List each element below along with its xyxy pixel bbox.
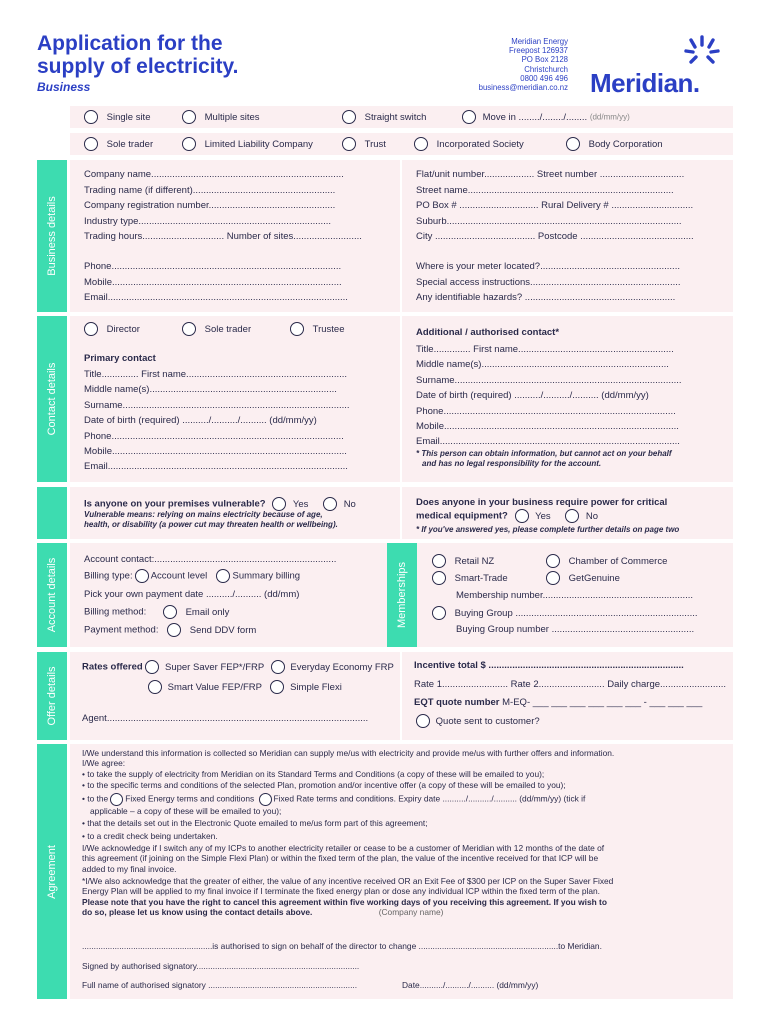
- agreement-paragraph: [82, 748, 614, 917]
- eqt-number-field[interactable]: M-EQ- ___ ___ ___ ___ ___ ___ - ___ ___ ___: [502, 697, 703, 708]
- rates-offered-label: Rates offered: [82, 661, 143, 673]
- memberships-label: Memberships: [396, 561, 408, 629]
- note-line: and has no legal responsibility for the account.: [422, 459, 602, 468]
- cancellation-notice: Please note that you have the right to cancel this agreement within five working days of you receiving this agreement. If you wish to: [82, 896, 607, 907]
- retail-nz-label: Retail NZ: [454, 555, 495, 567]
- agreement-section: [70, 744, 733, 999]
- address-line: PO Box 2128: [521, 55, 568, 65]
- llc-radio[interactable]: [182, 137, 196, 151]
- meter-location-field[interactable]: Where is your meter located?.....................................................: [416, 261, 680, 272]
- getgenuine-label: GetGenuine: [568, 572, 620, 584]
- offer-details-section: [70, 652, 733, 740]
- medical-yes-label: Yes: [535, 510, 551, 522]
- phone-field[interactable]: Phone.......................................................................................: [84, 261, 342, 272]
- business-left-fields: [84, 167, 362, 245]
- signature-date-field[interactable]: Date........../........../.......... (dd/mm/yy): [402, 980, 539, 990]
- sole-trader-label: Sole trader: [106, 138, 154, 150]
- agreement-bullet: • to a credit check being undertaken.: [82, 830, 218, 841]
- agreement-label: Agreement: [46, 844, 58, 899]
- smart-trade-radio[interactable]: [432, 571, 446, 585]
- city-field[interactable]: City ...................................... Postcode ...........................................: [416, 231, 694, 243]
- buying-group-field[interactable]: Buying Group .....................................................................: [454, 607, 698, 619]
- suburb-field[interactable]: Suburb.........................................................................................: [416, 215, 682, 227]
- director-radio[interactable]: [84, 322, 98, 336]
- primary-surname-field[interactable]: Surname......................................................................................: [84, 399, 350, 411]
- offer-details-tab: [37, 652, 67, 740]
- business-right-site-fields: [416, 259, 681, 306]
- agreement-text: I/We understand this information is collected so Meridian can supply me/us with electricity and provide me/us with further offers and information.: [82, 748, 615, 758]
- getgenuine-radio[interactable]: [546, 571, 560, 585]
- contact-sole-trader-label: Sole trader: [204, 323, 252, 335]
- address-line: 0800 496 496: [520, 73, 568, 83]
- rates-charges-field[interactable]: Rate 1......................... Rate 2......................... Daily charge.........................: [414, 679, 727, 690]
- trust-radio[interactable]: [342, 137, 356, 151]
- primary-dob-field[interactable]: Date of birth (required) ........../........../.......... (dd/mm/yy): [84, 415, 317, 427]
- page-title: [37, 32, 337, 78]
- eqt-label: EQT quote number: [414, 697, 500, 708]
- account-details-tab: [37, 543, 67, 647]
- medical-equipment-question: [416, 497, 667, 523]
- title-line-2: supply of electricity.: [37, 55, 239, 78]
- industry-type-field[interactable]: Industry type.........................................................................: [84, 215, 332, 227]
- additional-title-name-field[interactable]: Title.............. First name...........................................................: [416, 344, 674, 355]
- email-only-radio[interactable]: [163, 605, 177, 619]
- agreement-bullet: applicable – a copy of these will be emailed to you);: [90, 806, 282, 817]
- super-saver-label: Super Saver FEP*/FRP: [165, 661, 265, 673]
- payment-date-field[interactable]: Pick your own payment date ........../.......... (dd/mm): [84, 589, 300, 600]
- contact-sole-trader-radio[interactable]: [182, 322, 196, 336]
- additional-contact-fields: [416, 342, 682, 450]
- medical-yes-radio[interactable]: [515, 509, 529, 523]
- agreement-text: I/We acknowledge if I switch any of my ICPs to another electricity retailer or cease to be a customer of Meridian with 12 months of the date of: [82, 843, 605, 854]
- additional-email-field[interactable]: Email...........................................................................................: [416, 436, 680, 448]
- primary-middle-name-field[interactable]: Middle name(s).......................................................................: [84, 384, 337, 396]
- move-in-date-hint: (dd/mm/yy): [589, 112, 630, 122]
- mobile-field[interactable]: Mobile.......................................................................................: [84, 276, 342, 288]
- signatory-name-field[interactable]: Full name of authorised signatory ................................................................: [82, 980, 358, 990]
- primary-contact-heading: Primary contact: [84, 353, 156, 364]
- trading-hours-field[interactable]: Trading hours............................... Number of sites..........................: [84, 231, 362, 243]
- agreement-bullet: • to the specific terms and conditions of the selected Plan, promotion and/or incentive offer (a copy of these will be emailed to you);: [82, 779, 566, 790]
- account-level-label: Account level: [150, 570, 208, 582]
- body-corporation-label: Body Corporation: [588, 138, 663, 150]
- note-line: Vulnerable means: relying on mains electricity because of age,: [84, 510, 323, 519]
- smart-value-label: Smart Value FEP/FRP: [167, 681, 262, 693]
- agreement-bullet: • to the: [82, 793, 109, 804]
- fixed-rate-terms-label: Fixed Rate terms and conditions. Expiry date ........../........../.......... (dd/mm/yy) (tick if: [273, 793, 586, 804]
- primary-phone-field[interactable]: Phone........................................................................................: [84, 430, 344, 442]
- primary-email-field[interactable]: Email...........................................................................................: [84, 461, 348, 473]
- simple-flexi-label: Simple Flexi: [290, 681, 342, 693]
- move-in-label: Move in ......../......../........: [482, 111, 588, 123]
- question-line: medical equipment?: [416, 510, 508, 522]
- business-details-tab: [37, 160, 67, 312]
- contact-details-label: Contact details: [46, 362, 58, 436]
- contact-details-tab: [37, 316, 67, 482]
- agreement-text: added to my final invoice.: [82, 863, 177, 874]
- address-line: Meridian Energy: [511, 37, 568, 46]
- business-details-section: [70, 160, 733, 312]
- meridian-logo: [590, 34, 725, 96]
- vulnerable-no-label: No: [343, 498, 356, 510]
- incentive-total-field[interactable]: Incentive total $ ..........................................................................: [414, 660, 684, 671]
- note-line: health, or disability (a power cut may threaten health or wellbeing).: [84, 520, 338, 529]
- company-name-hint: (Company name): [378, 906, 444, 917]
- email-field[interactable]: Email...........................................................................................: [84, 292, 348, 304]
- agreement-text: Energy Plan will be applied to my final invoice if I terminate the fixed energy plan or dose any individual ICP within the fixed term of the plan.: [82, 886, 600, 897]
- membership-number-field[interactable]: Membership number.........................................................: [456, 590, 694, 601]
- primary-mobile-field[interactable]: Mobile.........................................................................................: [84, 446, 347, 458]
- smart-trade-label: Smart-Trade: [454, 572, 508, 584]
- trustee-label: Trustee: [312, 323, 345, 335]
- company-name-field[interactable]: Company name.........................................................................: [84, 169, 344, 180]
- buying-group-radio[interactable]: [432, 606, 446, 620]
- business-right-fields: [416, 167, 694, 245]
- account-level-radio[interactable]: [135, 569, 149, 583]
- primary-contact-fields: [84, 367, 350, 475]
- send-ddv-radio[interactable]: [167, 623, 181, 637]
- agreement-text: I/We agree:: [82, 758, 126, 769]
- company-registration-field[interactable]: Company registration number................................................: [84, 200, 336, 212]
- medical-no-radio[interactable]: [565, 509, 579, 523]
- llc-label: Limited Liability Company: [204, 138, 313, 150]
- business-details-label: Business details: [46, 196, 58, 276]
- payment-method-label: Payment method:: [84, 624, 159, 636]
- medical-no-label: No: [585, 510, 599, 522]
- sole-trader-radio[interactable]: [84, 137, 98, 151]
- incorporated-society-label: Incorporated Society: [436, 138, 524, 150]
- additional-contact-heading: Additional / authorised contact*: [416, 327, 560, 338]
- title-line-1: Application for the: [37, 32, 223, 55]
- chamber-of-commerce-label: Chamber of Commerce: [568, 555, 668, 567]
- logo-mark-icon: [682, 34, 722, 68]
- buying-group-number-field[interactable]: Buying Group number ......................................................: [456, 624, 695, 635]
- po-box-field[interactable]: PO Box # .............................. Rural Delivery # ...............................: [416, 200, 694, 212]
- additional-mobile-field[interactable]: Mobile.........................................................................................: [416, 421, 679, 433]
- signature-field[interactable]: Signed by authorised signatory......................................................................: [82, 961, 360, 971]
- agreement-text: *I/We also acknowledge that the greater of either, the value of any incentive received OR an Exit Fee of $300 per ICP on the Super Saver Fixed: [82, 875, 614, 886]
- super-saver-radio[interactable]: [145, 660, 159, 674]
- straight-switch-radio[interactable]: [342, 110, 356, 124]
- account-contact-field[interactable]: Account contact:.....................................................................: [84, 554, 337, 565]
- page-subtitle: Business: [37, 80, 91, 94]
- hazards-field[interactable]: Any identifiable hazards? .........................................................: [416, 292, 676, 304]
- additional-phone-field[interactable]: Phone........................................................................................: [416, 405, 676, 417]
- street-name-field[interactable]: Street name..............................................................................: [416, 184, 674, 196]
- additional-surname-field[interactable]: Surname......................................................................................: [416, 374, 682, 386]
- move-in-radio[interactable]: [462, 110, 476, 124]
- fixed-energy-terms-radio[interactable]: [110, 793, 123, 806]
- primary-title-name-field[interactable]: Title.............. First name.............................................................: [84, 369, 348, 380]
- incorporated-society-radio[interactable]: [414, 137, 428, 151]
- single-site-label: Single site: [106, 111, 151, 123]
- cancellation-notice: do so, please let us know using the contact details above.: [82, 906, 313, 917]
- address-line: business@meridian.co.nz: [478, 83, 568, 93]
- trading-name-field[interactable]: Trading name (if different)......................................................: [84, 184, 336, 196]
- vulnerable-note: [84, 510, 338, 530]
- additional-dob-field[interactable]: Date of birth (required) ........../........../.......... (dd/mm/yy): [416, 390, 649, 402]
- address-block: [440, 37, 568, 92]
- multiple-sites-radio[interactable]: [182, 110, 196, 124]
- entity-options-row: [70, 133, 733, 155]
- agreement-bullet: • that the details set out in the Electronic Quote emailed to me/us form part of this agreement;: [82, 818, 428, 829]
- billing-type-label: Billing type:: [84, 570, 133, 582]
- straight-switch-label: Straight switch: [364, 111, 427, 123]
- address-line: Freepost 126937: [509, 46, 568, 56]
- simple-flexi-radio[interactable]: [270, 680, 284, 694]
- flat-unit-field[interactable]: Flat/unit number................... Street number ................................: [416, 169, 685, 180]
- authorised-field[interactable]: ........................................................is authorised to sign on behalf of the director to change ............................................................to Meridian.: [82, 941, 602, 951]
- vulnerable-yes-radio[interactable]: [272, 497, 286, 511]
- summary-billing-radio[interactable]: [216, 569, 230, 583]
- question-line: Does anyone in your business require power for critical: [416, 497, 668, 508]
- note-line: * This person can obtain information, but cannot act on your behalf: [416, 449, 672, 458]
- everyday-economy-label: Everyday Economy FRP: [290, 661, 394, 673]
- email-only-label: Email only: [185, 606, 230, 618]
- logo-wordmark: Meridian.: [590, 68, 700, 98]
- summary-billing-label: Summary billing: [232, 570, 301, 582]
- vulnerable-no-radio[interactable]: [323, 497, 337, 511]
- additional-contact-note: [416, 449, 672, 469]
- memberships-tab: [387, 543, 417, 647]
- retail-nz-radio[interactable]: [432, 554, 446, 568]
- director-label: Director: [106, 323, 140, 335]
- vulnerable-tab: [37, 487, 67, 539]
- medical-note: * If you've answered yes, please complete further details on page two: [416, 525, 680, 534]
- special-access-field[interactable]: Special access instructions.........................................................: [416, 276, 681, 288]
- single-site-radio[interactable]: [84, 110, 98, 124]
- fixed-energy-terms-label: Fixed Energy terms and conditions: [125, 793, 255, 804]
- address-line: Christchurch: [524, 64, 568, 74]
- agreement-text: this agreement (if joining on the Simple Flexi Plan) or within the fixed term of the plan, the value of the incentive received for that ICP will be: [82, 853, 599, 864]
- account-details-label: Account details: [46, 557, 58, 633]
- chamber-of-commerce-radio[interactable]: [546, 554, 560, 568]
- send-ddv-label: Send DDV form: [189, 624, 257, 636]
- additional-middle-name-field[interactable]: Middle name(s).......................................................................: [416, 359, 669, 371]
- offer-details-label: Offer details: [46, 666, 58, 726]
- trust-label: Trust: [364, 138, 386, 150]
- contact-details-section: [70, 316, 733, 482]
- fixed-rate-terms-radio[interactable]: [259, 793, 272, 806]
- vulnerable-yes-label: Yes: [292, 498, 309, 510]
- body-corporation-radio[interactable]: [566, 137, 580, 151]
- agreement-tab: [37, 744, 67, 999]
- business-left-contact-fields: [84, 259, 348, 306]
- trustee-radio[interactable]: [290, 322, 304, 336]
- agent-field[interactable]: Agent...................................................................................................: [82, 713, 369, 724]
- agreement-bullet: • to take the supply of electricity from Meridian on its Standard Terms and Conditions (a copy of these will be emailed to you);: [82, 768, 545, 779]
- billing-method-label: Billing method:: [84, 606, 147, 618]
- vulnerable-section: [70, 487, 733, 539]
- site-options-row: [70, 106, 733, 128]
- multiple-sites-label: Multiple sites: [204, 111, 260, 123]
- quote-sent-label: Quote sent to customer?: [435, 715, 540, 727]
- quote-sent-radio[interactable]: [416, 714, 430, 728]
- vulnerable-question: Is anyone on your premises vulnerable?: [84, 498, 266, 510]
- smart-value-radio[interactable]: [148, 680, 162, 694]
- everyday-economy-radio[interactable]: [271, 660, 285, 674]
